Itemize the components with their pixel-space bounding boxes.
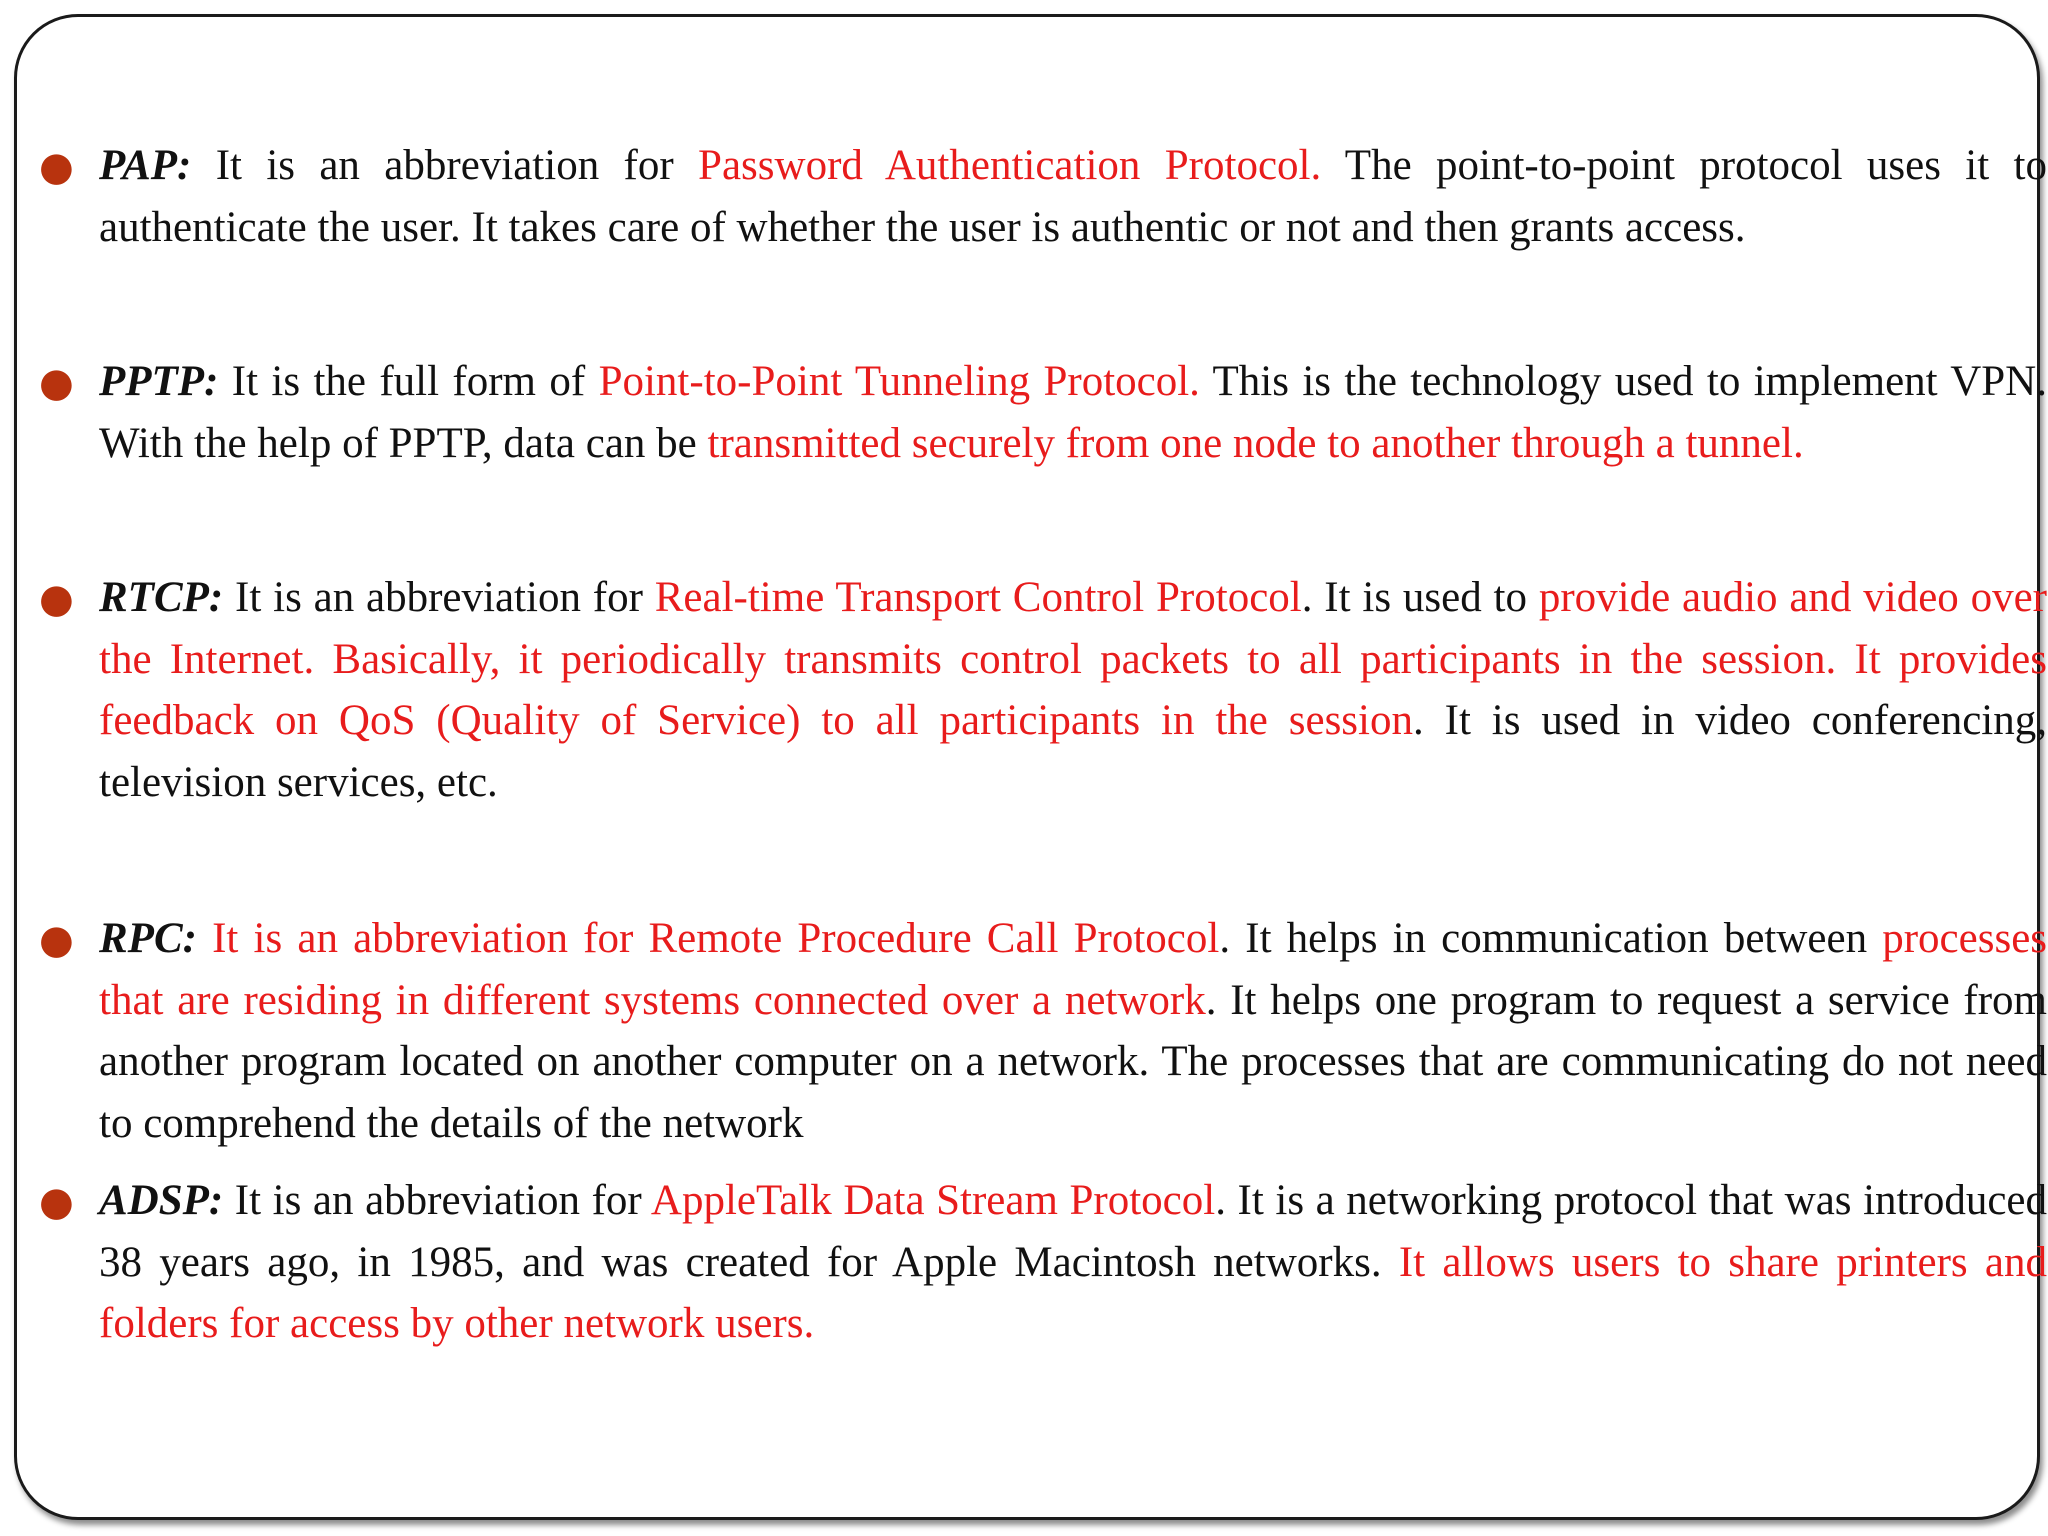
text-segment: It is the full form of	[218, 358, 599, 405]
text-segment: . It is a networking protocol that was introduced 38 years ago, in 1985, and was created for Apple Macintosh networks.	[99, 1177, 2047, 1286]
text-segment: . It helps in communication between	[1219, 915, 1883, 962]
text-segment: It is an abbreviation for	[191, 142, 699, 189]
bullet-icon: ●	[39, 576, 74, 622]
highlight-segment: processes that are residing in different systems connected over a network	[99, 915, 2048, 1024]
highlight-segment: provide audio and video over the Internet. Basically, it periodically transmits control packets to all participants in the session. It provides feedback on QoS (Quality of Service) to all participants in the session	[99, 574, 2047, 744]
term-label: RPC:	[99, 915, 197, 962]
highlight-segment: Real-time Transport Control Protocol	[654, 574, 1302, 621]
highlight-segment: It allows users to share printers and folders for access by other network users.	[99, 1238, 2047, 1347]
bullet-icon: ●	[39, 360, 74, 406]
list-item-adsp	[39, 1170, 2047, 1355]
text-segment: It is an abbreviation for	[223, 1177, 651, 1224]
highlight-segment: AppleTalk Data Stream Protocol	[650, 1177, 1216, 1224]
list-item-rpc	[39, 908, 2048, 1154]
bullet-list	[39, 135, 2048, 1355]
term-label: PPTP:	[99, 358, 219, 405]
text-segment: . It is used to	[1301, 574, 1539, 621]
text-segment	[197, 915, 212, 962]
text-segment: . It is used in video conferencing, television services, etc.	[99, 697, 2047, 806]
bullet-icon: ●	[39, 144, 74, 190]
list-item-rtcp	[39, 567, 2047, 813]
bullet-icon: ●	[39, 1179, 74, 1225]
term-label: PAP:	[99, 142, 192, 189]
text-segment: . It helps one program to request a service from another program located on another computer on a network. The processes that are communicating do not need to comprehend the details of the network	[99, 976, 2047, 1147]
list-item-pptp	[39, 351, 2047, 474]
highlight-segment: Point-to-Point Tunneling Protocol.	[598, 358, 1200, 405]
text-segment: It is an abbreviation for	[223, 574, 655, 621]
highlight-segment: transmitted securely from one node to another through a tunnel.	[707, 419, 1804, 467]
bullet-icon: ●	[39, 917, 74, 963]
highlight-segment: Password Authentication Protocol.	[698, 142, 1322, 189]
text-segment: The point-to-point protocol uses it to authenticate the user. It takes care of whether the user is authentic or not and then grants access.	[99, 142, 2047, 251]
text-segment: This is the technology used to implement VPN. With the help of PPTP, data can be	[99, 358, 2047, 467]
slide-frame	[14, 14, 2048, 1520]
list-item-pap	[39, 135, 2047, 258]
term-label: ADSP:	[99, 1177, 224, 1224]
term-label: RTCP:	[99, 574, 224, 621]
highlight-segment: It is an abbreviation for Remote Procedure Call Protocol	[212, 915, 1220, 962]
